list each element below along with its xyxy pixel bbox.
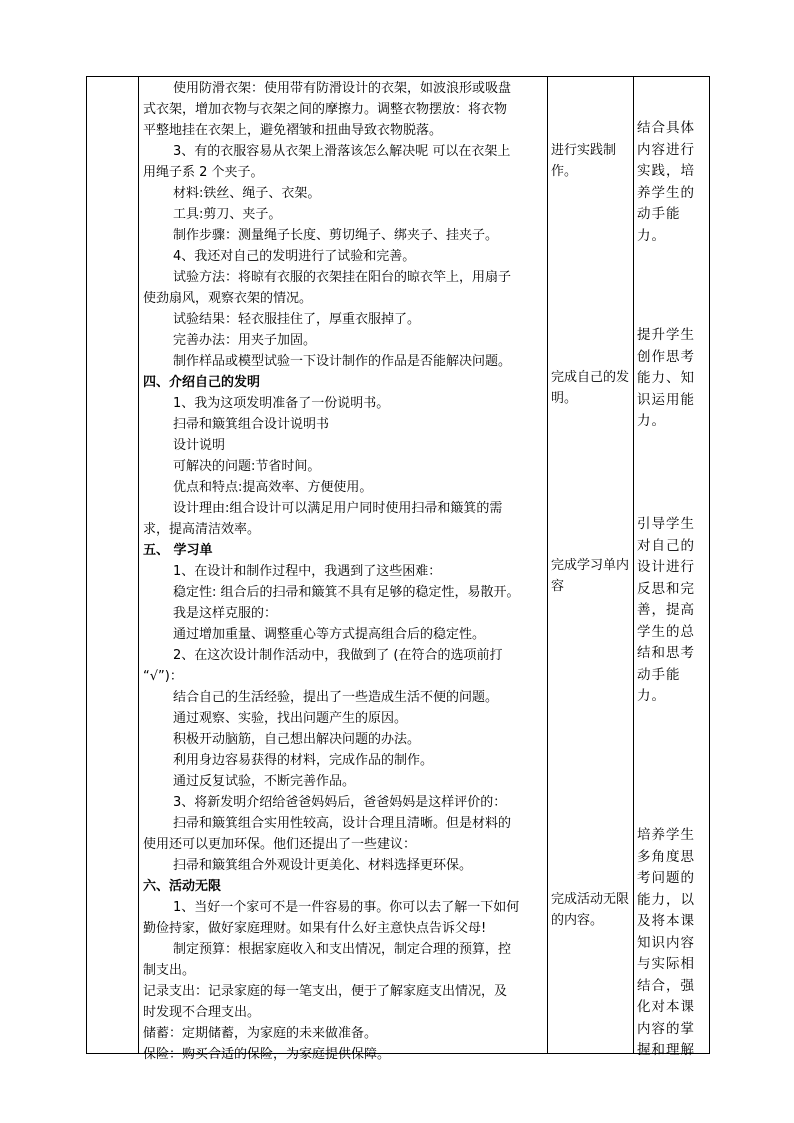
content-line: 设计理由:组合设计可以满足用户同时使用扫帚和簸箕的需 [173, 501, 503, 516]
content-line: 用绳子系 2 个夹子。 [143, 165, 264, 180]
content-line: 积极开动脑筋，自己想出解决问题的办法。 [173, 732, 421, 747]
table-divider-1 [138, 77, 139, 1053]
content-line: 1、我为这项发明准备了一份说明书。 [173, 396, 390, 411]
teaching-content-column [143, 78, 545, 1065]
content-line: 利用身边容易获得的材料，完成作品的制作。 [173, 753, 434, 768]
content-line: 制支出。 [143, 963, 196, 978]
content-line: 设计说明 [173, 438, 226, 453]
activity-cell-1 [551, 140, 631, 182]
table-divider-2 [547, 77, 548, 1053]
content-line: 材料:铁丝、绳子、衣架。 [173, 186, 321, 201]
content-line: 使用防滑衣架：使用带有防滑设计的衣架，如波浪形或吸盘 [173, 81, 512, 96]
content-line: 完善办法：用夹子加固。 [173, 333, 317, 348]
content-line: 扫帚和簸箕组合外观设计更美化、材料选择更环保。 [173, 858, 473, 873]
content-line: 制作样品或模型试验一下设计制作的作品是否能解决问题。 [173, 354, 512, 369]
content-line: 勤俭持家，做好家庭理财。如果有什么好主意快点告诉父母! [143, 921, 487, 936]
content-line: 平整地挂在衣架上，避免褶皱和扭曲导致衣物脱落。 [143, 123, 443, 138]
activity-text: 完成活动无限的内容。 [551, 892, 630, 928]
content-line: 储蓄：定期储蓄，为家庭的未来做准备。 [143, 1026, 378, 1041]
goal-cell-4 [637, 825, 705, 1062]
content-line: 求，提高清洁效率。 [143, 522, 261, 537]
content-line: 1、当好一个家可不是一件容易的事。你可以去了解一下如何 [173, 900, 520, 915]
section-heading: 六、活动无限 [143, 879, 222, 894]
activity-text: 完成学习单内容 [551, 558, 630, 594]
content-line: 扫帚和簸箕组合设计说明书 [173, 417, 330, 432]
content-line: 试验结果：轻衣服挂住了，厚重衣服掉了。 [173, 312, 421, 327]
content-line: 可解决的问题:节省时间。 [173, 459, 321, 474]
content-line: 工具:剪刀、夹子。 [173, 207, 282, 222]
goal-cell-3 [637, 514, 705, 708]
goal-text: 结合具体内容进行实践，培养学生的动手能力。 [637, 120, 695, 244]
activity-text: 进行实践制作。 [551, 143, 617, 179]
content-line: 使劲扇风，观察衣架的情况。 [143, 291, 313, 306]
content-line: 通过增加重量、调整重心等方式提高组合后的稳定性。 [173, 627, 486, 642]
content-line: 1、在设计和制作过程中，我遇到了这些困难： [173, 564, 442, 579]
content-line: “√”)： [143, 669, 183, 684]
content-line: 3、将新发明介绍给爸爸妈妈后，爸爸妈妈是这样评价的： [173, 795, 507, 810]
goal-cell-1 [637, 118, 705, 247]
table-divider-3 [633, 77, 634, 1053]
content-line: 时发现不合理支出。 [143, 1005, 261, 1020]
content-line: 保险：购买合适的保险，为家庭提供保障。 [143, 1047, 391, 1062]
content-line: 稳定性: 组合后的扫帚和簸箕不具有足够的稳定性，易散开。 [173, 585, 520, 600]
content-line: 式衣架，增加衣物与衣架之间的摩擦力。调整衣物摆放：将衣物 [143, 102, 508, 117]
activity-cell-4 [551, 889, 631, 931]
goal-text: 培养学生多角度思考问题的能力，以及将本课知识内容与实际相结合，强化对本课内容的掌握和理解 [637, 827, 695, 1058]
goal-cell-2 [637, 325, 705, 433]
content-line: 试验方法：将晾有衣服的衣架挂在阳台的晾衣竿上，用扇子 [173, 270, 512, 285]
content-line: 制作步骤：测量绳子长度、剪切绳子、绑夹子、挂夹子。 [173, 228, 499, 243]
content-line: 通过观察、实验，找出问题产生的原因。 [173, 711, 408, 726]
activity-cell-3 [551, 555, 631, 597]
activity-text: 完成自己的发明。 [551, 370, 630, 406]
content-line: 记录支出：记录家庭的每一笔支出，便于了解家庭支出情况，及 [143, 984, 508, 999]
content-line: 制定预算：根据家庭收入和支出情况，制定合理的预算，控 [173, 942, 512, 957]
section-heading: 四、介绍自己的发明 [143, 375, 261, 390]
content-line: 结合自己的生活经验，提出了一些造成生活不便的问题。 [173, 690, 499, 705]
content-line: 我是这样克服的： [173, 606, 278, 621]
section-heading: 五、 学习单 [143, 543, 213, 558]
content-line: 使用还可以更加环保。他们还提出了一些建议： [143, 837, 417, 852]
goal-text: 引导学生对自己的设计进行反思和完善，提高学生的总结和思考动手能力。 [637, 516, 695, 704]
content-line: 通过反复试验，不断完善作品。 [173, 774, 356, 789]
activity-cell-2 [551, 367, 631, 409]
content-line: 3、有的衣服容易从衣架上滑落该怎么解决呢 可以在衣架上 [173, 144, 511, 159]
goal-text: 提升学生创作思考能力、知识运用能力。 [637, 327, 695, 429]
content-line: 优点和特点:提高效率、方便使用。 [173, 480, 373, 495]
content-line: 2、在这次设计制作活动中，我做到了 (在符合的选项前打 [173, 648, 503, 663]
content-line: 扫帚和簸箕组合实用性较高，设计合理且清晰。但是材料的 [173, 816, 512, 831]
content-line: 4、我还对自己的发明进行了试验和完善。 [173, 249, 416, 264]
